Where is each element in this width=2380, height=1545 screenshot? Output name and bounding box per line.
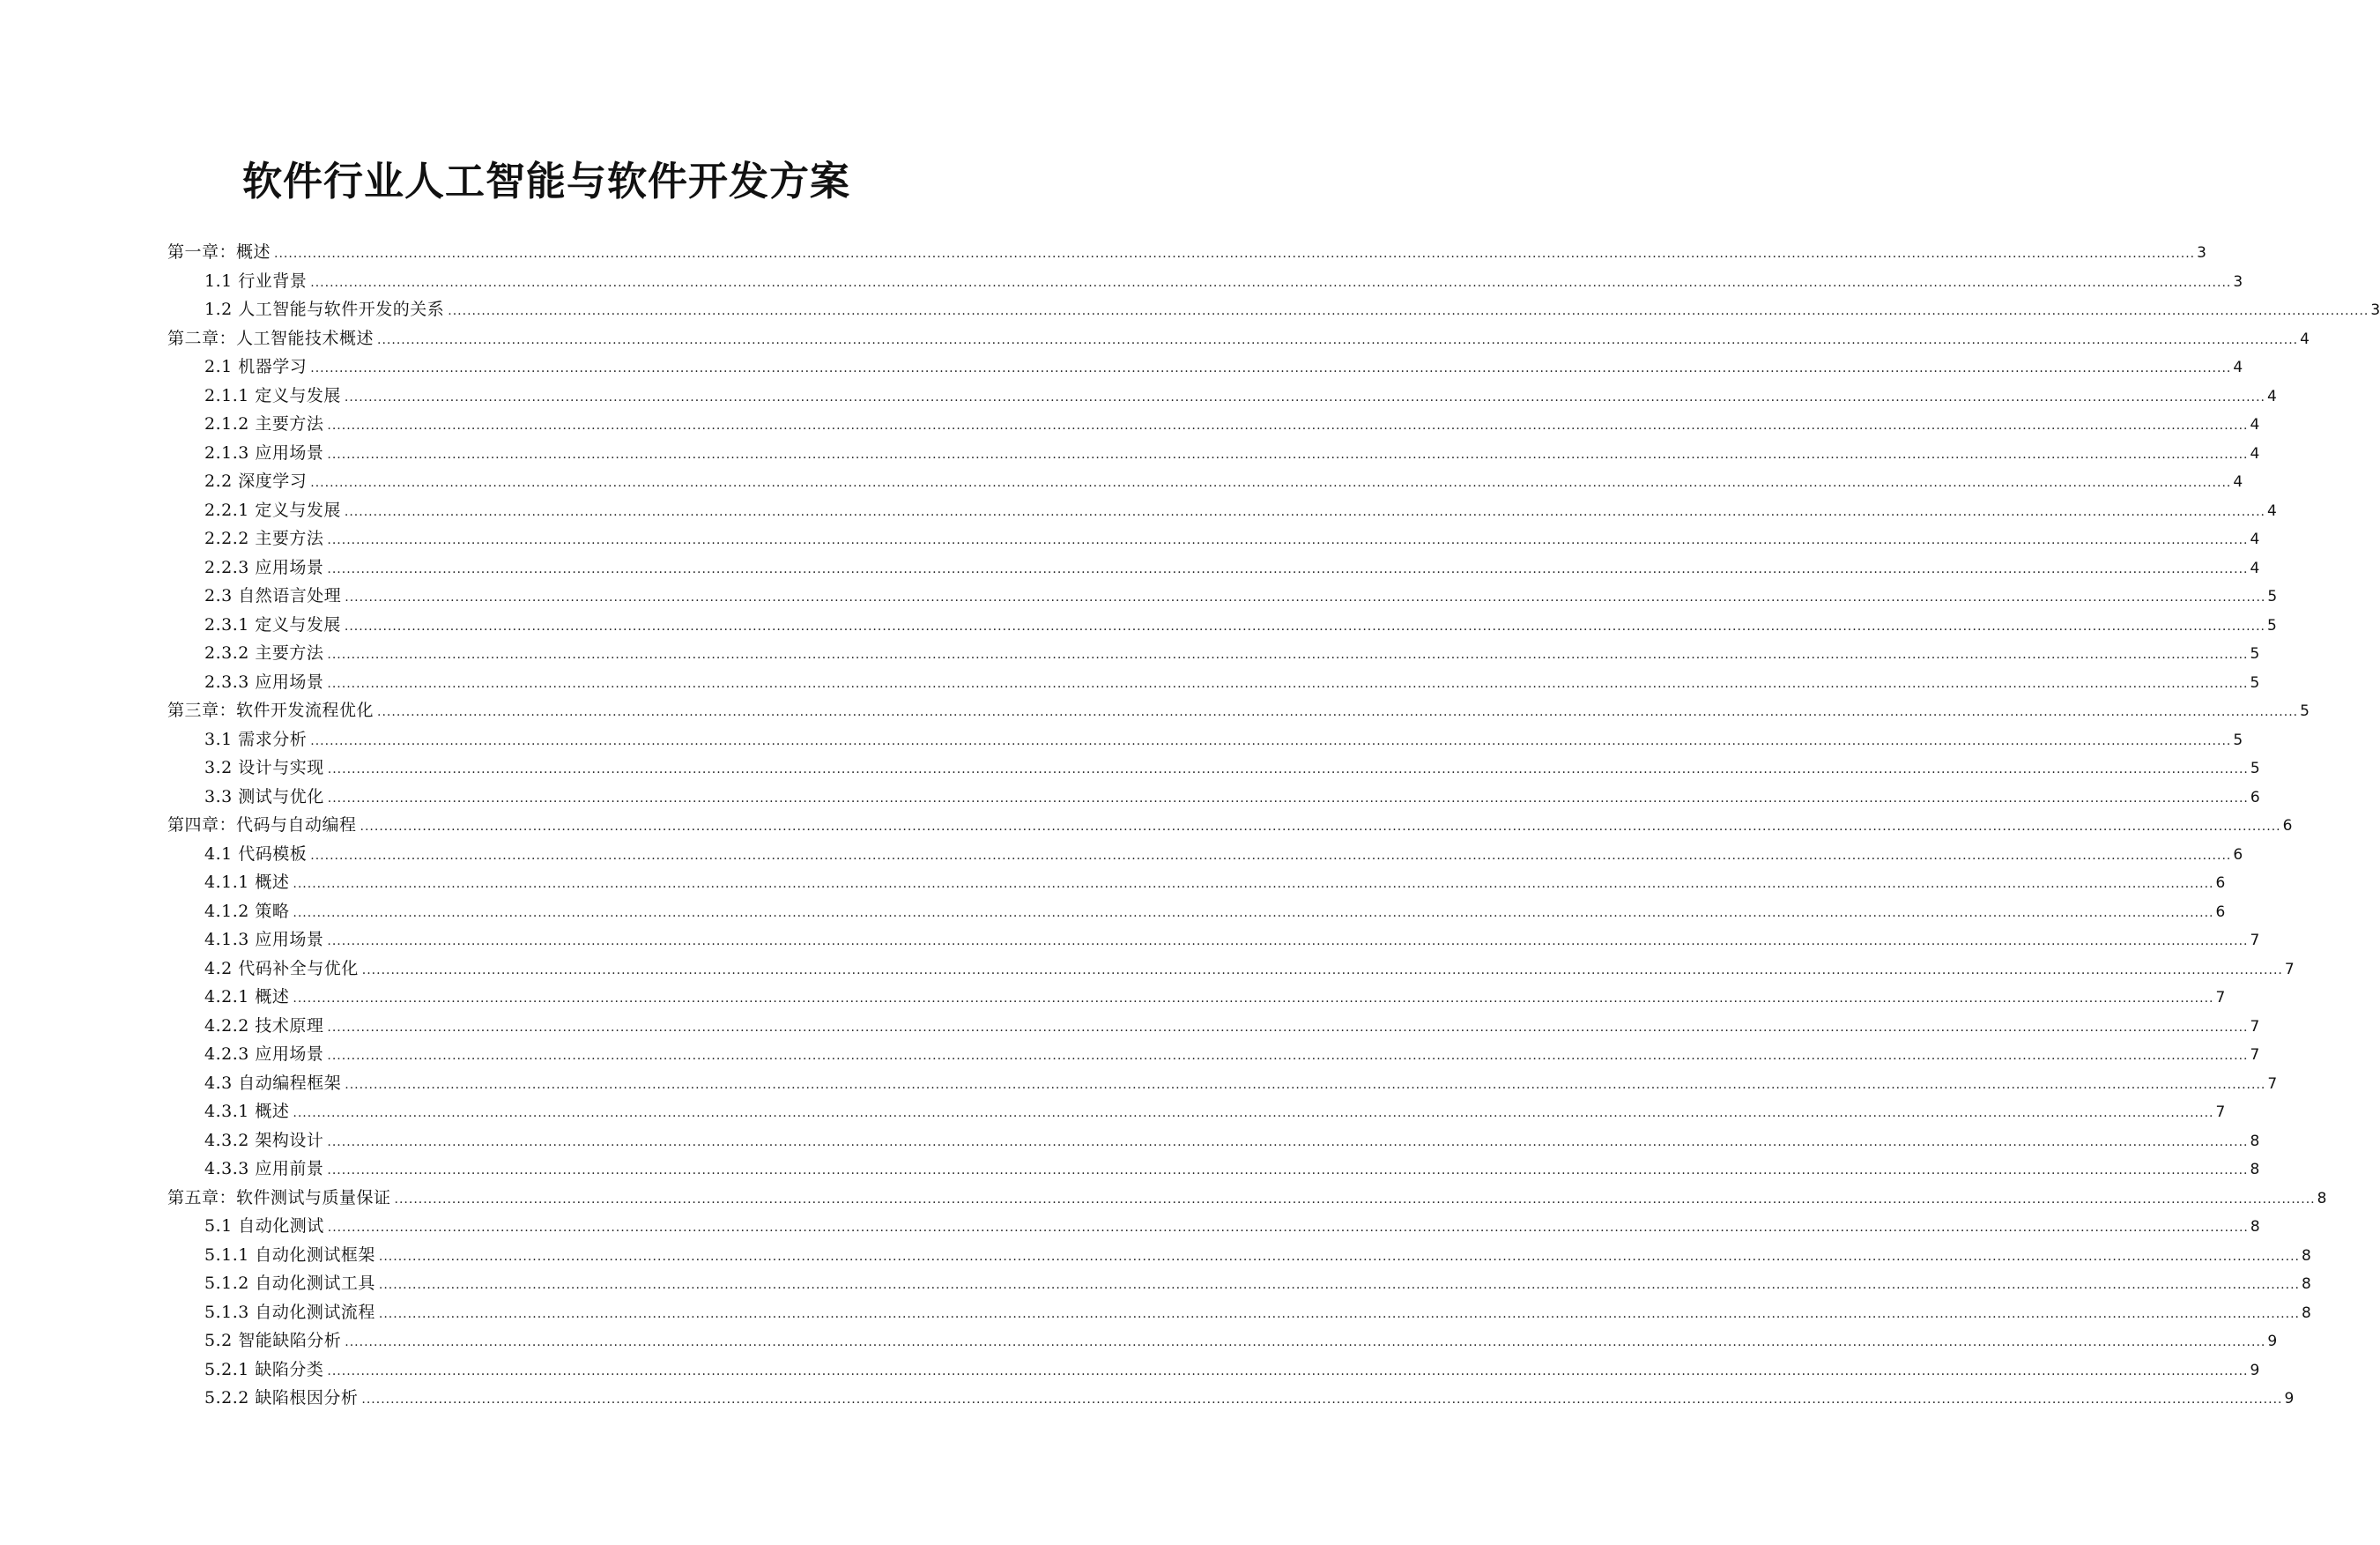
toc-page-number: 3: [2197, 244, 2206, 262]
toc-page-number: 7: [2250, 1017, 2260, 1036]
toc-entry[interactable]: [167, 1040, 2260, 1069]
toc-dot-leader: ................................................................................................................................................................................................................................................................................................................................................................................................................: [274, 247, 2196, 261]
toc-entry[interactable]: [167, 783, 2260, 812]
toc-page-number: 4: [2250, 444, 2260, 463]
toc-entry[interactable]: [167, 382, 2277, 411]
toc-page-number: 4: [2233, 473, 2243, 491]
toc-page-number: 5: [2250, 760, 2260, 777]
toc-entry[interactable]: [167, 868, 2226, 897]
toc-entry-label: 3.1 需求分析: [204, 729, 308, 749]
toc-dot-leader: ................................................................................................................................................................................................................................................................................................................................................................................................................: [327, 1020, 2249, 1035]
toc-entry[interactable]: [167, 295, 2380, 324]
toc-entry-label: 2.1.1 定义与发展: [204, 385, 341, 405]
toc-dot-leader: ................................................................................................................................................................................................................................................................................................................................................................................................................: [345, 1077, 2266, 1092]
toc-entry[interactable]: [167, 754, 2260, 783]
toc-dot-leader: ................................................................................................................................................................................................................................................................................................................................................................................................................: [293, 992, 2214, 1006]
toc-page-number: 8: [2301, 1246, 2311, 1265]
toc-dot-leader: ................................................................................................................................................................................................................................................................................................................................................................................................................: [378, 1278, 2300, 1292]
toc-entry-label: 4.2 代码补全与优化: [204, 958, 359, 978]
toc-dot-leader: ................................................................................................................................................................................................................................................................................................................................................................................................................: [344, 619, 2265, 634]
toc-dot-leader: ................................................................................................................................................................................................................................................................................................................................................................................................................: [448, 304, 2369, 318]
toc-dot-leader: ................................................................................................................................................................................................................................................................................................................................................................................................................: [344, 504, 2265, 519]
toc-entry[interactable]: [167, 668, 2260, 697]
toc-entry[interactable]: [167, 725, 2243, 754]
toc-entry[interactable]: [167, 639, 2260, 668]
toc-entry[interactable]: [167, 1356, 2260, 1385]
toc-dot-leader: ................................................................................................................................................................................................................................................................................................................................................................................................................: [310, 476, 2232, 490]
toc-page-number: 4: [2266, 387, 2277, 405]
toc-entry-label: 4.1.1 概述: [204, 873, 290, 892]
toc-dot-leader: ................................................................................................................................................................................................................................................................................................................................................................................................................: [344, 390, 2265, 405]
toc-entry[interactable]: [167, 1298, 2311, 1327]
toc-dot-leader: ................................................................................................................................................................................................................................................................................................................................................................................................................: [293, 1106, 2214, 1120]
toc-page-number: 9: [2250, 1361, 2260, 1379]
toc-dot-leader: ................................................................................................................................................................................................................................................................................................................................................................................................................: [327, 1163, 2249, 1177]
toc-page-number: 7: [2250, 1046, 2260, 1064]
toc-entry[interactable]: [167, 267, 2243, 296]
toc-entry-label: 4.2.1 概述: [204, 987, 290, 1006]
toc-entry[interactable]: [167, 353, 2243, 382]
toc-entry-label: 5.2.2 缺陷根因分析: [204, 1388, 359, 1408]
toc-page-number: 3: [2233, 272, 2243, 291]
toc-page-number: 6: [2215, 874, 2226, 892]
toc-page-number: 6: [2233, 845, 2243, 864]
toc-dot-leader: ................................................................................................................................................................................................................................................................................................................................................................................................................: [293, 905, 2214, 920]
toc-page-number: 7: [2284, 960, 2295, 978]
toc-entry[interactable]: [167, 324, 2310, 353]
toc-entry-label: 第五章：软件测试与质量保证: [167, 1187, 391, 1207]
toc-dot-leader: ................................................................................................................................................................................................................................................................................................................................................................................................................: [378, 1306, 2300, 1321]
toc-entry-label: 4.1.2 策略: [204, 901, 290, 921]
toc-dot-leader: ................................................................................................................................................................................................................................................................................................................................................................................................................: [293, 877, 2214, 891]
toc-dot-leader: ................................................................................................................................................................................................................................................................................................................................................................................................................: [327, 791, 2249, 806]
toc-page-number: 8: [2301, 1275, 2311, 1293]
toc-dot-leader: ................................................................................................................................................................................................................................................................................................................................................................................................................: [327, 1221, 2249, 1235]
toc-dot-leader: ................................................................................................................................................................................................................................................................................................................................................................................................................: [361, 1393, 2283, 1407]
toc-page-number: 3: [2370, 301, 2380, 319]
toc-page-number: 5: [2266, 616, 2277, 635]
toc-entry[interactable]: [167, 1212, 2260, 1241]
toc-entry-label: 4.3.1 概述: [204, 1102, 290, 1121]
toc-entry[interactable]: [167, 410, 2260, 439]
toc-page-number: 7: [2267, 1074, 2278, 1093]
toc-dot-leader: ................................................................................................................................................................................................................................................................................................................................................................................................................: [327, 648, 2249, 662]
toc-page-number: 6: [2282, 817, 2293, 835]
toc-entry[interactable]: [167, 1097, 2226, 1126]
toc-entry-label: 4.1.3 应用场景: [204, 930, 324, 949]
toc-entry-label: 5.1.3 自动化测试流程: [204, 1302, 375, 1322]
toc-entry-label: 2.2 深度学习: [204, 472, 308, 491]
toc-dot-leader: ................................................................................................................................................................................................................................................................................................................................................................................................................: [345, 591, 2266, 605]
toc-entry-label: 4.2.3 应用场景: [204, 1044, 324, 1064]
toc-entry-label: 第三章：软件开发流程优化: [167, 701, 374, 720]
toc-dot-leader: ................................................................................................................................................................................................................................................................................................................................................................................................................: [360, 820, 2281, 834]
toc-entry-label: 2.3.1 定义与发展: [204, 614, 341, 635]
toc-entry[interactable]: [167, 1069, 2278, 1098]
toc-entry-label: 4.3 自动编程框架: [204, 1073, 342, 1093]
toc-dot-leader: ................................................................................................................................................................................................................................................................................................................................................................................................................: [327, 533, 2249, 547]
toc-entry[interactable]: [167, 1269, 2311, 1298]
toc-dot-leader: ................................................................................................................................................................................................................................................................................................................................................................................................................: [310, 848, 2232, 863]
toc-dot-leader: ................................................................................................................................................................................................................................................................................................................................................................................................................: [327, 1134, 2249, 1149]
toc-page-number: 5: [2267, 588, 2278, 605]
toc-page-number: 8: [2301, 1304, 2311, 1322]
toc-dot-leader: ................................................................................................................................................................................................................................................................................................................................................................................................................: [377, 332, 2299, 347]
toc-entry[interactable]: [167, 611, 2277, 640]
toc-page-number: 9: [2267, 1333, 2278, 1350]
toc-entry[interactable]: [167, 983, 2226, 1012]
toc-entry[interactable]: [167, 1184, 2327, 1213]
toc-entry[interactable]: [167, 1126, 2260, 1155]
toc-entry[interactable]: [167, 1241, 2311, 1270]
toc-entry[interactable]: [167, 954, 2295, 984]
toc-entry[interactable]: [167, 553, 2260, 583]
toc-dot-leader: ................................................................................................................................................................................................................................................................................................................................................................................................................: [361, 962, 2283, 977]
toc-entry-label: 第二章：人工智能技术概述: [167, 328, 374, 348]
toc-dot-leader: ................................................................................................................................................................................................................................................................................................................................................................................................................: [327, 447, 2249, 462]
toc-entry-label: 第一章：概述: [167, 242, 271, 262]
page-title: 软件行业人工智能与软件开发方案: [241, 158, 850, 204]
toc-entry-label: 2.2.2 主要方法: [204, 529, 324, 548]
toc-page-number: 7: [2215, 1103, 2226, 1121]
toc-entry-label: 2.3.2 主要方法: [204, 643, 324, 663]
toc-entry-label: 2.2.3 应用场景: [204, 557, 324, 577]
toc-entry-label: 2.1 机器学习: [204, 357, 308, 376]
toc-dot-leader: ................................................................................................................................................................................................................................................................................................................................................................................................................: [394, 1192, 2316, 1207]
toc-page-number: 4: [2250, 559, 2260, 577]
toc-page-number: 6: [2250, 788, 2260, 806]
toc-entry-label: 4.3.3 应用前景: [204, 1159, 324, 1178]
toc-page-number: 4: [2233, 359, 2243, 376]
toc-entry-label: 1.1 行业背景: [204, 271, 308, 291]
toc-page-number: 4: [2300, 330, 2310, 348]
toc-dot-leader: ................................................................................................................................................................................................................................................................................................................................................................................................................: [327, 1363, 2249, 1378]
toc-entry[interactable]: [167, 524, 2260, 553]
toc-page-number: 5: [2250, 673, 2260, 692]
toc-page-number: 4: [2250, 416, 2260, 434]
toc-entry-label: 5.1 自动化测试: [204, 1216, 324, 1236]
toc-page-number: 8: [2250, 1132, 2260, 1150]
toc-page-number: 8: [2250, 1218, 2260, 1236]
toc-entry[interactable]: [167, 696, 2310, 725]
toc-page-number: 6: [2215, 902, 2226, 921]
toc-entry-label: 5.2.1 缺陷分类: [204, 1359, 324, 1379]
toc-entry[interactable]: [167, 496, 2277, 525]
toc-page-number: 8: [2250, 1161, 2260, 1178]
toc-dot-leader: ................................................................................................................................................................................................................................................................................................................................................................................................................: [327, 419, 2249, 433]
toc-entry[interactable]: [167, 1012, 2260, 1041]
toc-entry-label: 1.2 人工智能与软件开发的关系: [204, 300, 445, 319]
toc-dot-leader: ................................................................................................................................................................................................................................................................................................................................................................................................................: [327, 1049, 2249, 1063]
toc-entry-label: 2.1.3 应用场景: [204, 442, 324, 463]
table-of-contents: [167, 238, 2380, 1413]
toc-entry[interactable]: [167, 1384, 2295, 1413]
toc-page-number: 8: [2317, 1189, 2327, 1207]
toc-entry-label: 5.2 智能缺陷分析: [204, 1331, 342, 1350]
toc-entry-label: 2.2.1 定义与发展: [204, 500, 341, 520]
toc-entry[interactable]: [167, 1155, 2260, 1184]
toc-page-number: 4: [2250, 531, 2260, 548]
toc-page-number: 5: [2300, 702, 2310, 720]
toc-page-number: 7: [2250, 932, 2260, 949]
toc-page-number: 7: [2215, 989, 2226, 1006]
toc-entry[interactable]: [167, 467, 2243, 496]
toc-entry-label: 5.1.1 自动化测试框架: [204, 1244, 375, 1265]
toc-entry-label: 3.3 测试与优化: [204, 786, 324, 806]
toc-entry-label: 2.3.3 应用场景: [204, 672, 324, 692]
toc-entry-label: 5.1.2 自动化测试工具: [204, 1274, 375, 1293]
toc-page-number: 5: [2233, 731, 2243, 749]
toc-entry[interactable]: [167, 897, 2226, 926]
toc-dot-leader: ................................................................................................................................................................................................................................................................................................................................................................................................................: [345, 1335, 2266, 1349]
toc-dot-leader: ................................................................................................................................................................................................................................................................................................................................................................................................................: [310, 275, 2232, 290]
toc-entry[interactable]: [167, 238, 2206, 267]
toc-entry[interactable]: [167, 925, 2260, 954]
toc-dot-leader: ................................................................................................................................................................................................................................................................................................................................................................................................................: [327, 934, 2249, 948]
toc-dot-leader: ................................................................................................................................................................................................................................................................................................................................................................................................................: [310, 361, 2232, 375]
toc-entry[interactable]: [167, 840, 2243, 869]
toc-page-number: 9: [2284, 1390, 2295, 1408]
toc-entry-label: 4.1 代码模板: [204, 843, 308, 864]
toc-page-number: 5: [2250, 645, 2260, 663]
toc-entry[interactable]: [167, 439, 2260, 468]
toc-entry-label: 2.1.2 主要方法: [204, 414, 324, 434]
toc-entry-label: 4.2.2 技术原理: [204, 1015, 324, 1036]
toc-entry-label: 3.2 设计与实现: [204, 758, 324, 777]
toc-entry[interactable]: [167, 811, 2293, 840]
toc-dot-leader: ................................................................................................................................................................................................................................................................................................................................................................................................................: [327, 762, 2249, 776]
toc-dot-leader: ................................................................................................................................................................................................................................................................................................................................................................................................................: [377, 705, 2299, 719]
toc-dot-leader: ................................................................................................................................................................................................................................................................................................................................................................................................................: [327, 561, 2249, 576]
toc-entry[interactable]: [167, 582, 2278, 611]
toc-page-number: 4: [2266, 501, 2277, 520]
toc-dot-leader: ................................................................................................................................................................................................................................................................................................................................................................................................................: [310, 733, 2232, 748]
toc-entry-label: 第四章：代码与自动编程: [167, 815, 357, 835]
toc-dot-leader: ................................................................................................................................................................................................................................................................................................................................................................................................................: [327, 676, 2249, 691]
toc-entry-label: 4.3.2 架构设计: [204, 1130, 324, 1150]
toc-dot-leader: ................................................................................................................................................................................................................................................................................................................................................................................................................: [378, 1249, 2300, 1264]
toc-entry-label: 2.3 自然语言处理: [204, 586, 342, 605]
toc-entry[interactable]: [167, 1326, 2278, 1356]
